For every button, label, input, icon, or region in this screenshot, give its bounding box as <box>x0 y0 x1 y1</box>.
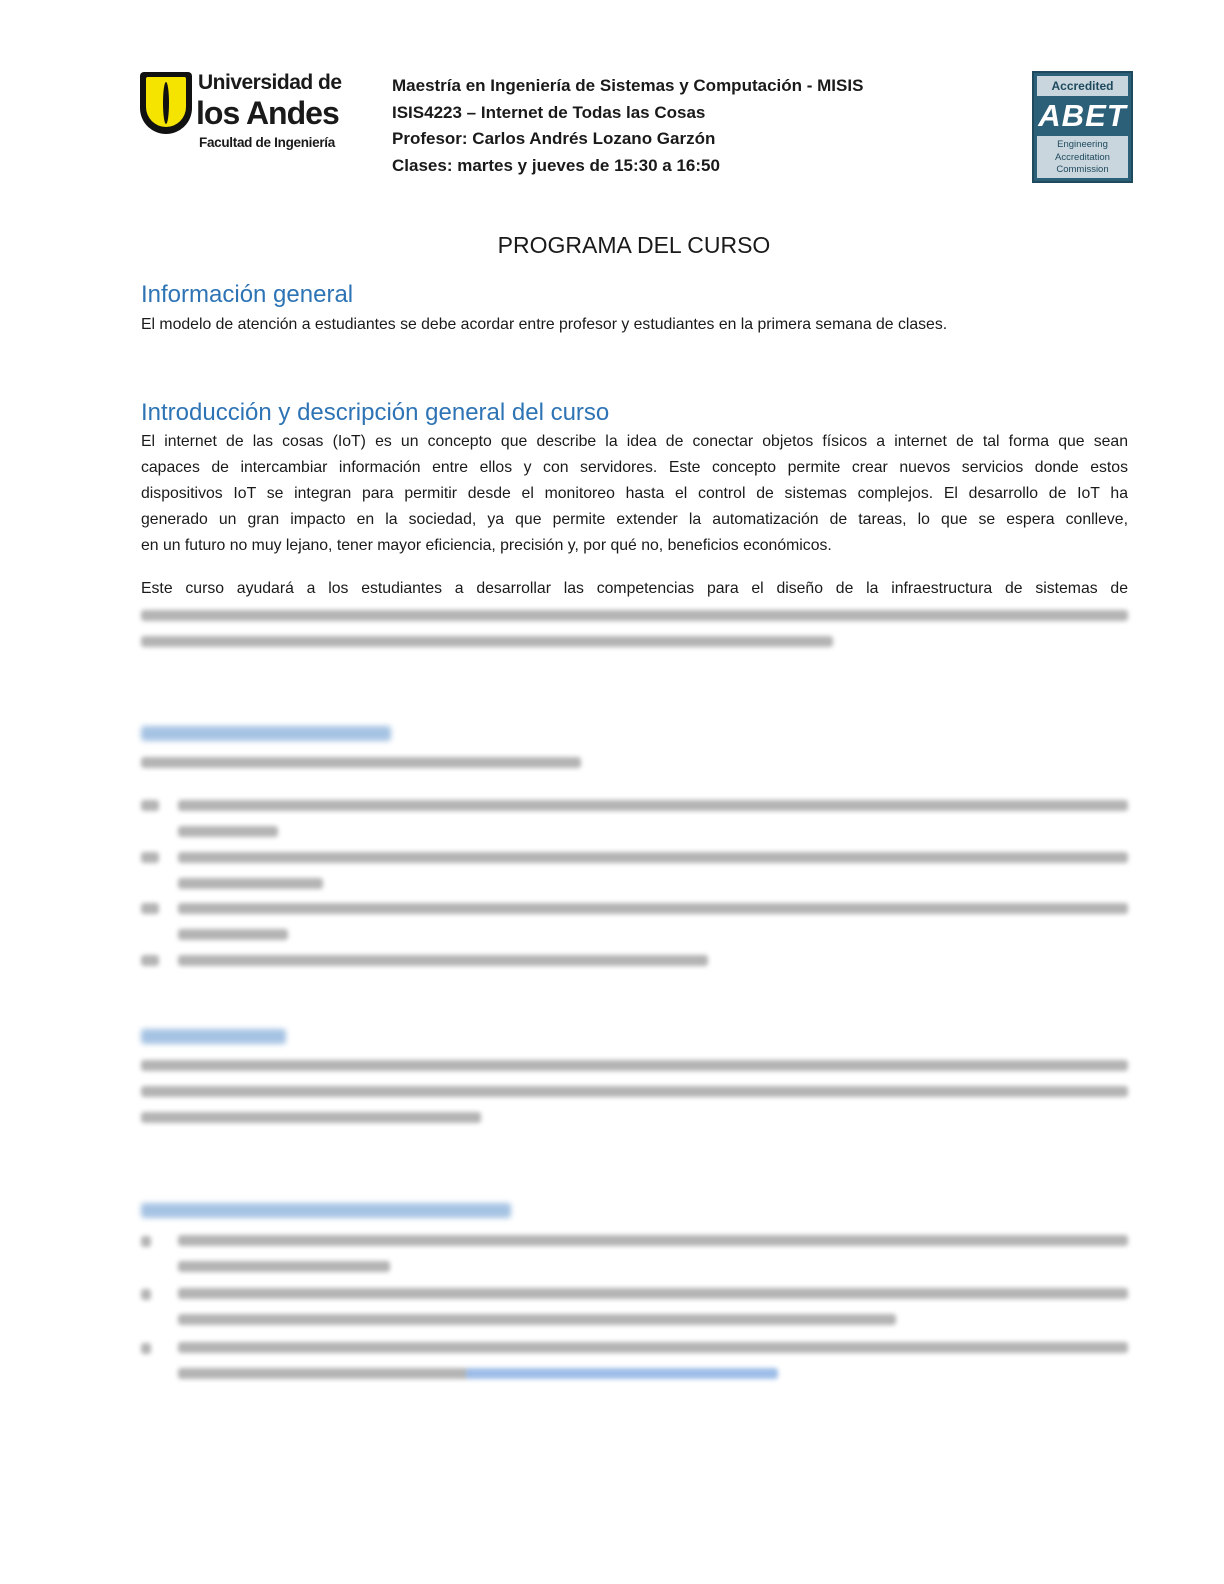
abet-line: Commission <box>1056 164 1109 175</box>
abet-mark: ABET <box>1038 98 1127 133</box>
blurred-heading <box>141 1029 286 1044</box>
paragraph-line: El internet de las cosas (IoT) es un concepto que describe la idea de conectar objetos físicos a internet de tal forma que sean <box>141 433 1128 450</box>
blurred-line <box>178 1235 1128 1246</box>
blurred-line <box>178 955 708 966</box>
paragraph-line: en un futuro no muy lejano, tener mayor eficiencia, precisión y, por qué no, beneficios económicos. <box>141 537 832 554</box>
blurred-line <box>141 1086 1128 1097</box>
blurred-bullet <box>141 1343 151 1354</box>
paragraph-line: El modelo de atención a estudiantes se debe acordar entre profesor y estudiantes en la primera semana de clases. <box>141 316 948 333</box>
logo-line-2: los Andes <box>196 95 339 131</box>
abet-accreditation-logo <box>1032 71 1133 183</box>
blurred-bullet <box>141 1236 151 1247</box>
blurred-line <box>178 929 288 940</box>
abet-top: Accredited <box>1037 76 1128 96</box>
abet-line: Engineering <box>1057 139 1108 150</box>
blurred-list-number <box>141 955 159 966</box>
section-heading: Introducción y descripción general del curso <box>141 399 610 426</box>
paragraph-line: capaces de intercambiar información entre ellos y con servidores. Este concepto permite crear nuevos servicios donde estos <box>141 459 1128 476</box>
class-schedule: Clases: martes y jueves de 15:30 a 16:50 <box>392 155 720 175</box>
paragraph-line: dispositivos IoT se integran para permitir desde el monitoreo hasta el control de sistemas complejos. El desarrollo de IoT ha <box>141 485 1128 502</box>
blurred-heading <box>141 1203 511 1218</box>
blurred-line <box>141 636 833 647</box>
logo-line-3: Facultad de Ingeniería <box>199 135 335 150</box>
blurred-heading <box>141 726 391 741</box>
universidad-de-los-andes-logo <box>140 72 345 157</box>
section-body <box>141 312 1128 338</box>
blurred-line <box>141 1060 1128 1071</box>
course-code: ISIS4223 – Internet de Todas las Cosas <box>392 102 706 122</box>
blurred-line <box>141 610 1128 621</box>
professor: Profesor: Carlos Andrés Lozano Garzón <box>392 129 716 148</box>
blurred-line <box>178 1261 390 1272</box>
shield-icon <box>140 72 192 134</box>
partial-line: Este curso ayudará a los estudiantes a desarrollar las competencias para el diseño de la infraestructura de sistemas de <box>141 580 1128 597</box>
document-title: PROGRAMA DEL CURSO <box>497 232 771 258</box>
program-name: Maestría en Ingeniería de Sistemas y Computación - MISIS <box>392 76 864 95</box>
blurred-line <box>178 826 278 837</box>
blurred-line <box>178 1314 896 1325</box>
blurred-line <box>178 800 1128 811</box>
section-body <box>141 429 1128 559</box>
abet-line: Accreditation <box>1055 151 1110 163</box>
blurred-line <box>178 1342 1128 1353</box>
blurred-line <box>178 852 1128 863</box>
blurred-line <box>178 1368 468 1379</box>
course-header <box>392 73 863 179</box>
blurred-list-number <box>141 800 159 811</box>
blurred-bullet <box>141 1289 151 1300</box>
paragraph-line: generado un gran impacto en la sociedad, ya que permite extender la automatización de tareas, lo que se espera conlleve, <box>141 511 1128 528</box>
blurred-list-number <box>141 852 159 863</box>
blurred-line <box>141 1112 481 1123</box>
blurred-list-number <box>141 903 159 914</box>
blurred-link[interactable] <box>466 1368 778 1379</box>
blurred-line <box>141 757 581 768</box>
section-heading: Información general <box>141 281 354 308</box>
blurred-line <box>178 1288 1128 1299</box>
blurred-line <box>178 903 1128 914</box>
blurred-line <box>178 878 323 889</box>
abet-bottom <box>1037 136 1128 178</box>
logo-line-1: Universidad de <box>198 71 342 94</box>
